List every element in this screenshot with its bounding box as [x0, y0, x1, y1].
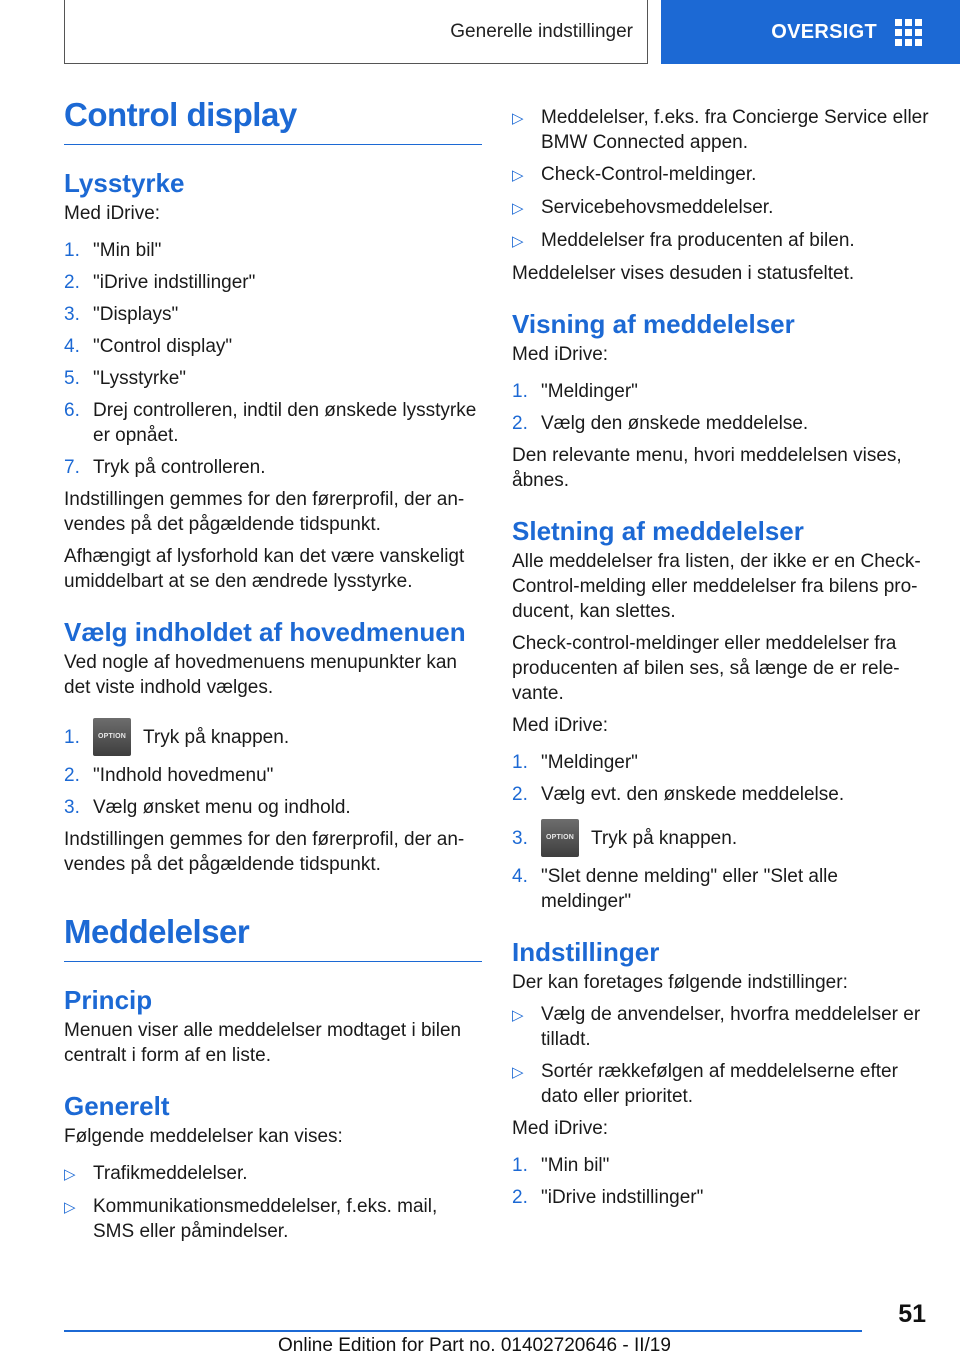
option-button-icon: OPTION	[93, 718, 131, 756]
list-item: ▷ Sortér rækkefølgen af meddelelserne efter dato eller prioritet.	[512, 1061, 898, 1107]
list-item: ▷ Trafikmeddelelser.	[64, 1163, 248, 1184]
section-tab[interactable]	[64, 0, 648, 64]
paragraph: Med iDrive:	[512, 344, 609, 365]
paragraph: Indstillingen gemmes for den førerprofil, der an‐vendes på det pågældende tidspunkt.	[64, 489, 465, 535]
heading-lysstyrke: Lysstyrke	[64, 168, 185, 198]
list-item: 2. Vælg den ønskede meddelelse.	[512, 413, 809, 434]
steps-list-hovedmenu	[64, 718, 482, 820]
list-item: ▷ Meddelelser fra producenten af bilen.	[512, 230, 855, 251]
list-item: 3. OPTION Tryk på knappen.	[512, 819, 930, 857]
steps-list-sletning	[512, 750, 930, 914]
paragraph: Afhængigt af lysforhold kan det være vanskeligt umiddelbart at se den ændrede lysstyrke.	[64, 546, 465, 592]
bullet-list-generelt-cont	[512, 105, 930, 254]
list-item: 6. Drej controlleren, indtil den ønskede lysstyrke er opnået.	[64, 400, 477, 446]
list-item: 3. "Displays"	[64, 304, 179, 325]
footer-divider	[64, 1330, 862, 1332]
list-item: 3. Vælg ønsket menu og indhold.	[64, 797, 351, 818]
list-item: 1. "Min bil"	[512, 1155, 610, 1176]
list-item: ▷ Check-Control-meldinger.	[512, 164, 757, 185]
paragraph: Følgende meddelelser kan vises:	[64, 1126, 343, 1147]
heading-vaelg-indhold: Vælg indholdet af hovedmenuen	[64, 617, 466, 647]
option-button-icon: OPTION	[541, 819, 579, 857]
overview-label: OVERSIGT	[771, 20, 877, 43]
bullet-list-generelt	[64, 1161, 482, 1244]
list-item: ▷ Kommunikationsmeddelelser, f.eks. mail, SMS eller påmindelser.	[64, 1196, 438, 1242]
steps-list-lysstyrke	[64, 238, 482, 480]
paragraph: Indstillingen gemmes for den førerprofil, der an‐vendes på det pågældende tidspunkt.	[64, 829, 465, 875]
heading-sletning: Sletning af meddelelser	[512, 516, 804, 546]
heading-generelt: Generelt	[64, 1091, 170, 1121]
paragraph: Alle meddelelser fra listen, der ikke er en Check-Control-melding eller meddelelser fra bilens pro‐ducent, kan slettes.	[512, 551, 921, 622]
heading-control-display: Control display	[64, 96, 482, 145]
paragraph: Med iDrive:	[512, 715, 609, 736]
steps-list-visning	[512, 379, 930, 436]
list-item: 1. OPTION Tryk på knappen.	[64, 718, 482, 756]
page-header	[0, 0, 960, 66]
paragraph: Ved nogle af hovedmenuens menupunkter kan det viste indhold vælges.	[64, 652, 457, 698]
list-item: 1. "Meldinger"	[512, 752, 638, 773]
paragraph: Der kan foretages følgende indstillinger:	[512, 972, 848, 993]
list-item: 1. "Meldinger"	[512, 381, 638, 402]
list-item: ▷ Meddelelser, f.eks. fra Concierge Service eller BMW Connected appen.	[512, 107, 929, 153]
footer-edition: Online Edition for Part no. 01402720646 - II/19	[278, 1335, 671, 1356]
page-number: 51	[898, 1300, 926, 1328]
section-title: Generelle indstillinger	[450, 20, 633, 42]
heading-visning: Visning af meddelelser	[512, 309, 795, 339]
heading-princip: Princip	[64, 985, 153, 1015]
overview-button[interactable]	[661, 0, 960, 64]
steps-list-indstillinger	[512, 1153, 930, 1210]
list-item: 2. "iDrive indstillinger"	[64, 272, 256, 293]
list-item: 7. Tryk på controlleren.	[64, 457, 266, 478]
list-item: 2. Vælg evt. den ønskede meddelelse.	[512, 784, 845, 805]
list-item: ▷ Servicebehovsmeddelelser.	[512, 197, 774, 218]
list-item: 5. "Lysstyrke"	[64, 368, 187, 389]
paragraph: Den relevante menu, hvori meddelelsen vises, åbnes.	[512, 445, 902, 491]
heading-indstillinger: Indstillinger	[512, 937, 660, 967]
paragraph: Meddelelser vises desuden i statusfeltet.	[512, 263, 855, 284]
list-item: 1. "Min bil"	[64, 240, 162, 261]
list-item: 2. "Indhold hovedmenu"	[64, 765, 274, 786]
heading-meddelelser: Meddelelser	[64, 913, 482, 962]
list-item: 4. "Slet denne melding" eller "Slet alle meldinger"	[512, 866, 838, 912]
right-column	[512, 105, 930, 1210]
paragraph: Med iDrive:	[64, 203, 161, 224]
list-item: 2. "iDrive indstillinger"	[512, 1187, 704, 1208]
bullet-list-indstillinger	[512, 1002, 930, 1109]
paragraph: Menuen viser alle meddelelser modtaget i bilen centralt i form af en liste.	[64, 1020, 462, 1066]
paragraph: Check-control-meldinger eller meddelelser fra producenten af bilen ses, så længe de er rele‐vante.	[512, 633, 900, 704]
list-item: ▷ Vælg de anvendelser, hvorfra meddelelser er tilladt.	[512, 1004, 921, 1050]
paragraph: Med iDrive:	[512, 1118, 609, 1139]
grid-icon	[895, 19, 922, 46]
list-item: 4. "Control display"	[64, 336, 233, 357]
left-column	[64, 96, 482, 1244]
